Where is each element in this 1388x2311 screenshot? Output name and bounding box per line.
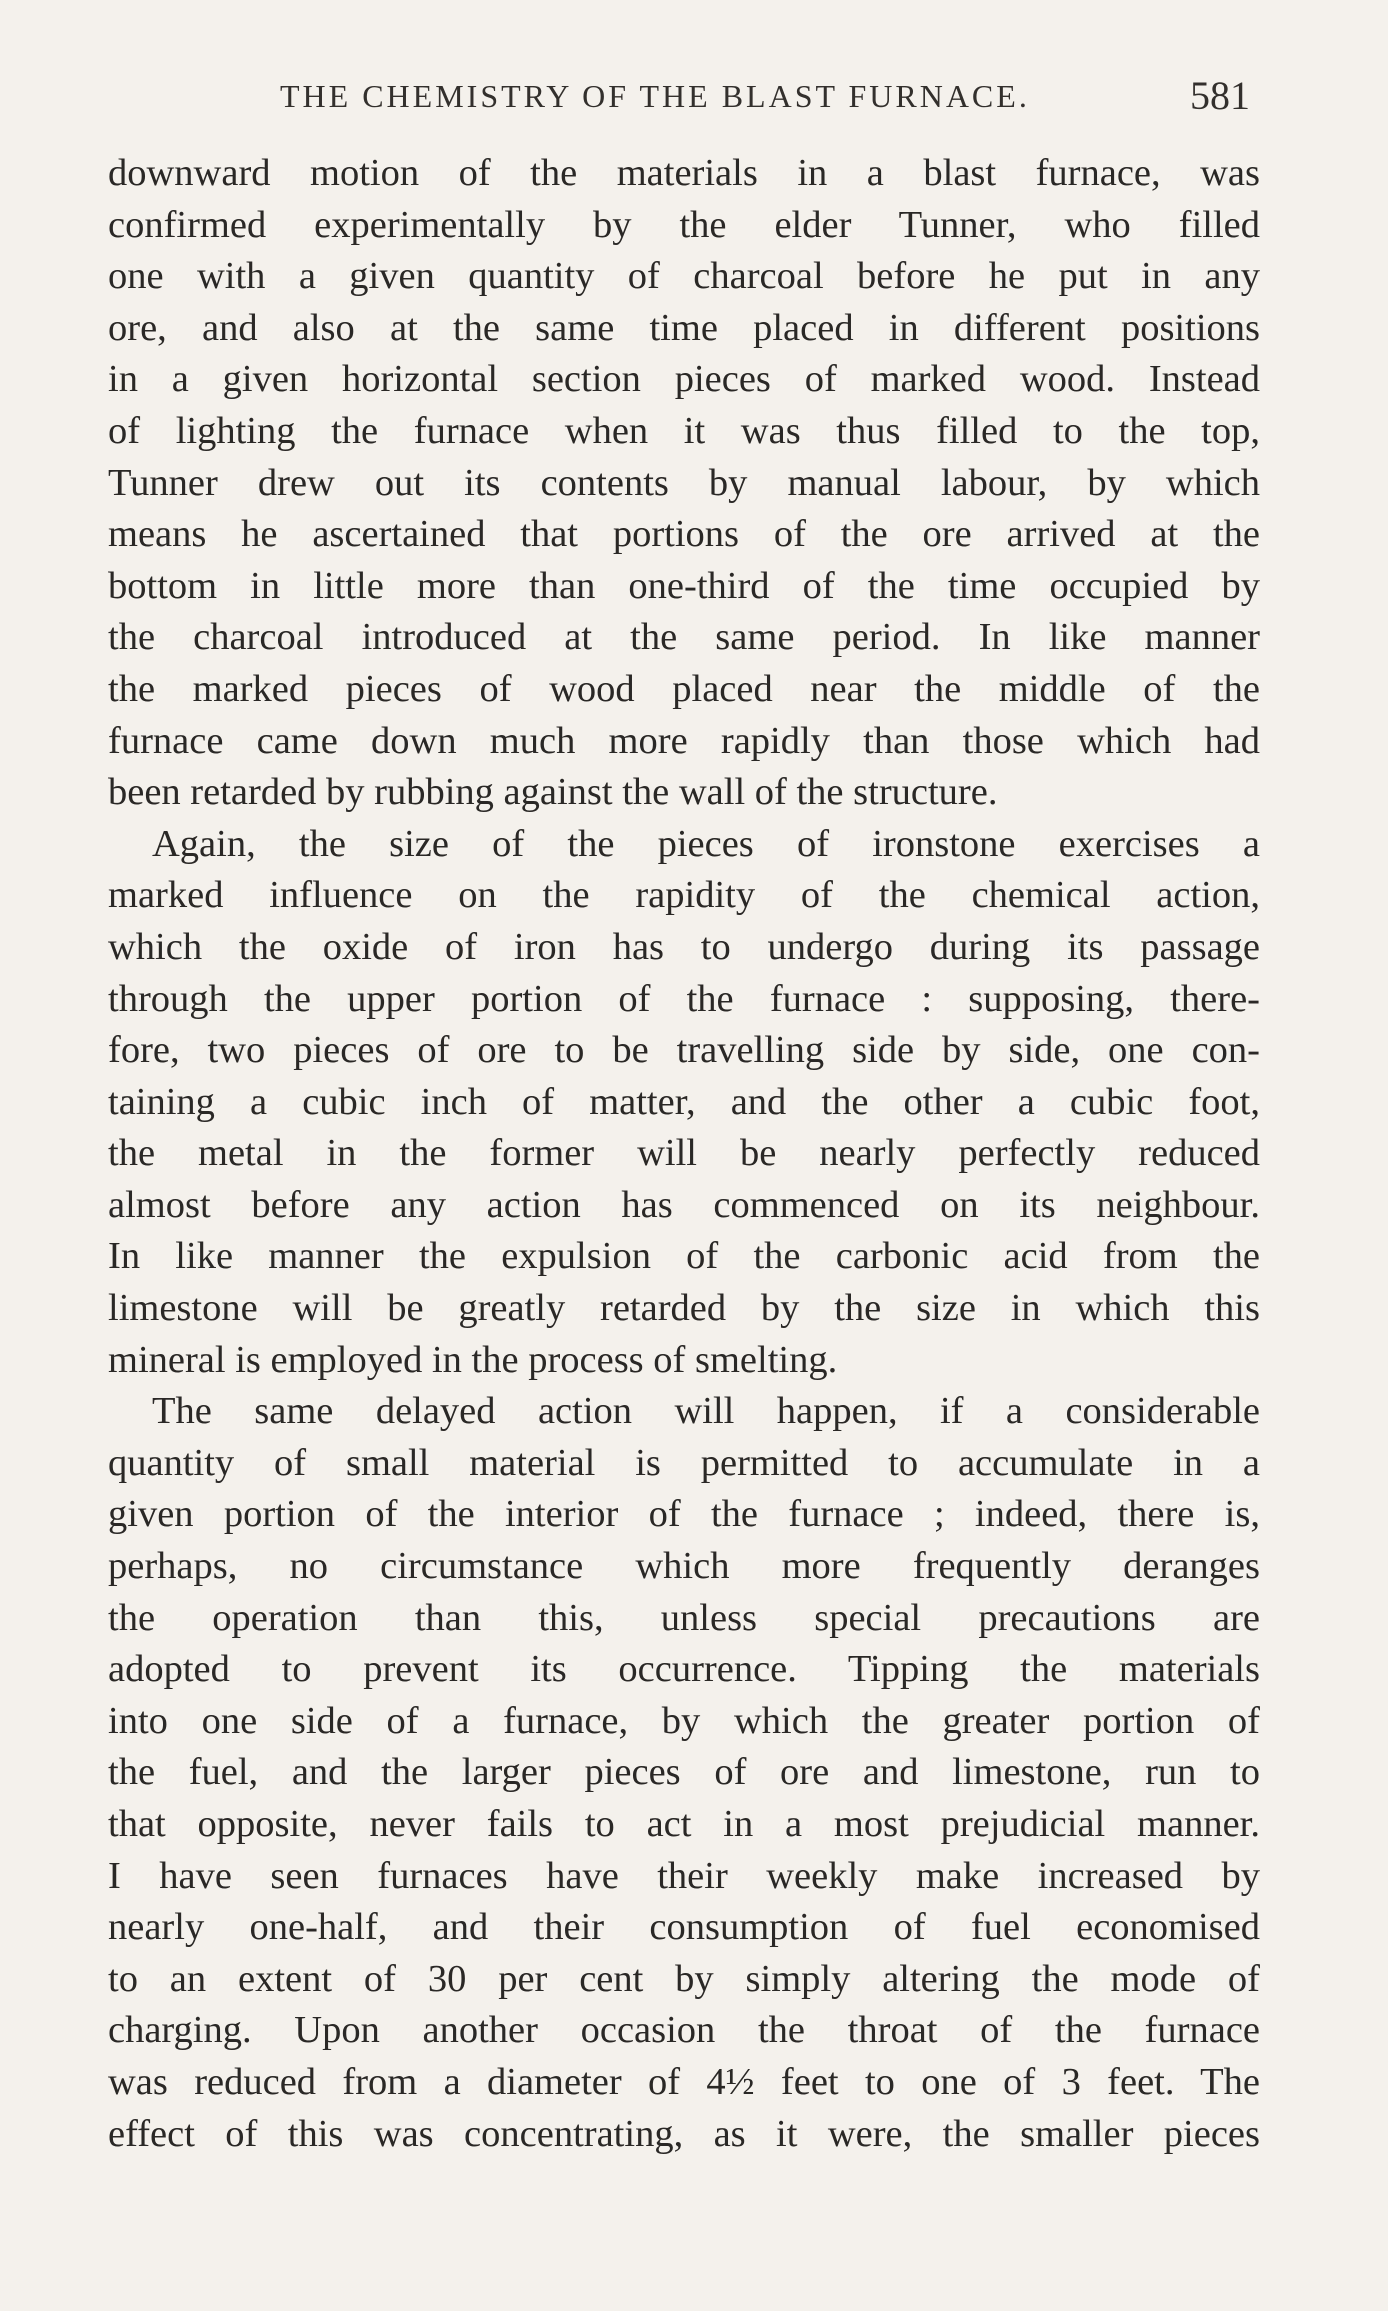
- text-line: marked influence on the rapidity of the chemical action,: [108, 874, 1260, 917]
- text-line: fore, two pieces of ore to be travelling side by side, one con-: [108, 1029, 1260, 1072]
- text-line: of lighting the furnace when it was thus filled to the top,: [108, 409, 1260, 452]
- page-number: 581: [1190, 73, 1250, 118]
- running-head: [280, 72, 1250, 122]
- text-line: given portion of the interior of the furnace ; indeed, there is,: [108, 1493, 1260, 1536]
- text-line: the charcoal introduced at the same period. In like manner: [108, 616, 1260, 659]
- text-line: been retarded by rubbing against the wall of the structure.: [108, 771, 998, 814]
- text-line: in a given horizontal section pieces of marked wood. Instead: [108, 358, 1260, 401]
- text-line: furnace came down much more rapidly than those which had: [108, 719, 1260, 762]
- text-line: the fuel, and the larger pieces of ore and limestone, run to: [108, 1751, 1260, 1794]
- text-line: nearly one-half, and their consumption of fuel economised: [108, 1906, 1260, 1949]
- text-line: to an extent of 30 per cent by simply altering the mode of: [108, 1957, 1260, 2000]
- text-line: Again, the size of the pieces of ironstone exercises a: [152, 822, 1260, 865]
- text-line: almost before any action has commenced on its neighbour.: [108, 1183, 1260, 1226]
- text-line: downward motion of the materials in a blast furnace, was: [108, 152, 1260, 194]
- text-line: that opposite, never fails to act in a most prejudicial manner.: [108, 1803, 1260, 1845]
- text-line: I have seen furnaces have their weekly make increased by: [108, 1854, 1260, 1897]
- text-line: the metal in the former will be nearly perfectly reduced: [108, 1132, 1260, 1175]
- body-text: [108, 148, 1260, 2160]
- text-line: The same delayed action will happen, if a considerable: [152, 1390, 1260, 1433]
- text-line: was reduced from a diameter of 4½ feet to one of 3 feet. The: [108, 2060, 1260, 2103]
- text-line: which the oxide of iron has to undergo during its passage: [108, 925, 1260, 968]
- text-line: into one side of a furnace, by which the greater portion of: [108, 1699, 1260, 1742]
- text-line: confirmed experimentally by the elder Tunner, who filled: [108, 203, 1260, 246]
- text-line: one with a given quantity of charcoal before he put in any: [108, 255, 1260, 298]
- text-line: means he ascertained that portions of the ore arrived at the: [108, 513, 1260, 556]
- text-line: through the upper portion of the furnace : supposing, there-: [108, 977, 1260, 1020]
- text-line: perhaps, no circumstance which more frequently deranges: [108, 1545, 1260, 1588]
- text-line: bottom in little more than one-third of the time occupied by: [108, 564, 1260, 607]
- text-line: limestone will be greatly retarded by the size in which this: [108, 1287, 1260, 1330]
- text-line: taining a cubic inch of matter, and the other a cubic foot,: [108, 1080, 1260, 1123]
- text-line: the operation than this, unless special precautions are: [108, 1596, 1260, 1639]
- text-line: quantity of small material is permitted to accumulate in a: [108, 1441, 1260, 1484]
- text-line: charging. Upon another occasion the throat of the furnace: [108, 2009, 1260, 2052]
- text-line: effect of this was concentrating, as it were, the smaller pieces: [108, 2112, 1260, 2155]
- text-line: Tunner drew out its contents by manual labour, by which: [108, 461, 1260, 504]
- text-line: In like manner the expulsion of the carbonic acid from the: [108, 1235, 1260, 1278]
- text-line: the marked pieces of wood placed near the middle of the: [108, 667, 1260, 710]
- text-line: adopted to prevent its occurrence. Tipping the materials: [108, 1648, 1260, 1691]
- running-title: THE CHEMISTRY OF THE BLAST FURNACE.: [280, 78, 1030, 114]
- text-line: ore, and also at the same time placed in different positions: [108, 306, 1260, 349]
- text-line: mineral is employed in the process of smelting.: [108, 1338, 838, 1381]
